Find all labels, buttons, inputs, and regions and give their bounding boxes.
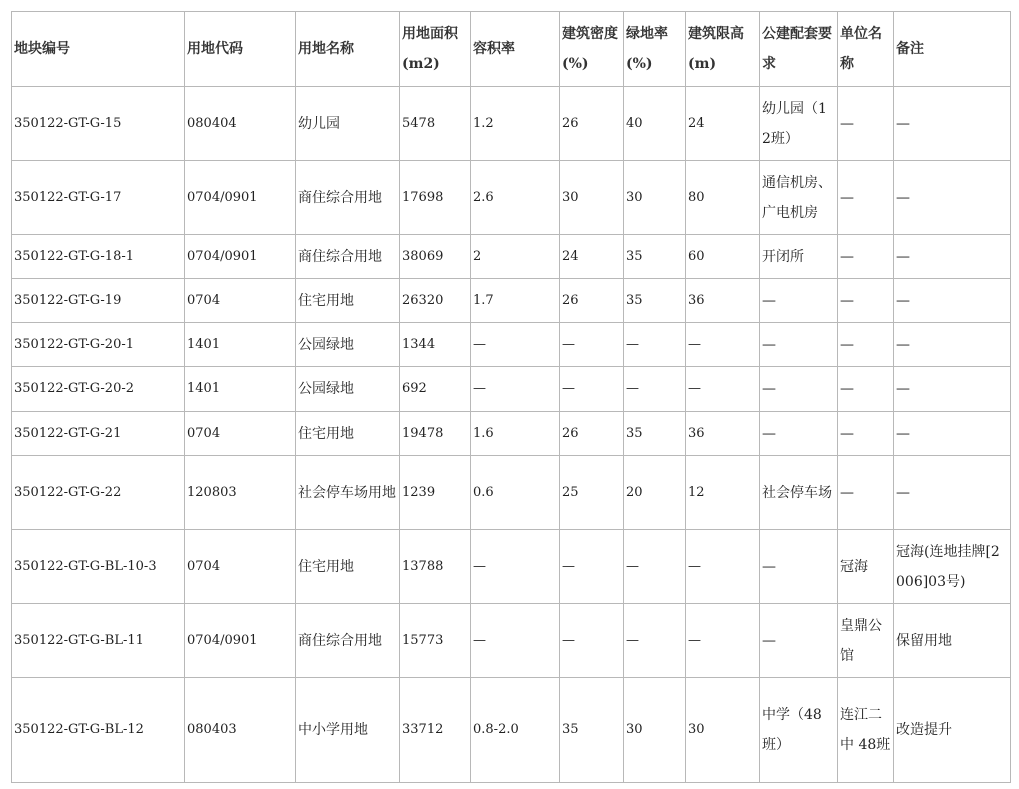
cell-plot-id: 350122-GT-G-17 [12,161,185,235]
cell-land-area: 38069 [400,235,471,279]
cell-building-density: 26 [560,279,624,323]
cell-unit-name: — [838,323,894,367]
cell-public-facilities: — [760,530,838,604]
cell-land-name: 社会停车场用地 [296,456,400,530]
header-remarks: 备注 [894,12,1011,87]
cell-land-code: 120803 [185,456,296,530]
cell-plot-id: 350122-GT-G-BL-12 [12,678,185,783]
cell-height-limit: — [686,367,760,412]
cell-land-name: 中小学用地 [296,678,400,783]
cell-building-density: — [560,604,624,678]
cell-green-ratio: — [624,604,686,678]
cell-remarks: 改造提升 [894,678,1011,783]
header-height-limit: 建筑限高(m) [686,12,760,87]
cell-height-limit: — [686,530,760,604]
cell-land-name: 公园绿地 [296,323,400,367]
cell-height-limit: 36 [686,279,760,323]
cell-plot-ratio: 0.8-2.0 [471,678,560,783]
cell-land-code: 080404 [185,87,296,161]
cell-green-ratio: — [624,323,686,367]
cell-unit-name: — [838,161,894,235]
cell-land-name: 住宅用地 [296,412,400,456]
cell-height-limit: — [686,604,760,678]
cell-unit-name: 皇鼎公馆 [838,604,894,678]
cell-plot-id: 350122-GT-G-21 [12,412,185,456]
cell-green-ratio: — [624,530,686,604]
cell-building-density: — [560,530,624,604]
cell-land-area: 1239 [400,456,471,530]
cell-building-density: 26 [560,87,624,161]
cell-remarks: — [894,235,1011,279]
cell-land-name: 商住综合用地 [296,235,400,279]
cell-plot-id: 350122-GT-G-BL-11 [12,604,185,678]
header-land-area: 用地面积(m2) [400,12,471,87]
cell-building-density: — [560,323,624,367]
cell-plot-id: 350122-GT-G-20-2 [12,367,185,412]
table-row [12,279,1011,323]
cell-green-ratio: 35 [624,279,686,323]
cell-green-ratio: 30 [624,161,686,235]
cell-land-code: 0704/0901 [185,604,296,678]
cell-land-area: 5478 [400,87,471,161]
cell-unit-name: — [838,367,894,412]
cell-land-area: 15773 [400,604,471,678]
cell-land-name: 住宅用地 [296,530,400,604]
cell-building-density: 30 [560,161,624,235]
cell-height-limit: 36 [686,412,760,456]
cell-building-density: 26 [560,412,624,456]
table-row [12,367,1011,412]
cell-height-limit: 24 [686,87,760,161]
cell-unit-name: — [838,87,894,161]
cell-public-facilities: 幼儿园（12班） [760,87,838,161]
table-row [12,412,1011,456]
cell-land-name: 商住综合用地 [296,604,400,678]
cell-plot-id: 350122-GT-G-19 [12,279,185,323]
cell-building-density: 24 [560,235,624,279]
cell-land-area: 26320 [400,279,471,323]
cell-land-area: 17698 [400,161,471,235]
cell-public-facilities: 通信机房、广电机房 [760,161,838,235]
cell-public-facilities: 社会停车场 [760,456,838,530]
cell-height-limit: 12 [686,456,760,530]
cell-unit-name: 连江二中 48班 [838,678,894,783]
cell-land-code: 080403 [185,678,296,783]
cell-land-area: 13788 [400,530,471,604]
cell-plot-id: 350122-GT-G-15 [12,87,185,161]
header-unit-name: 单位名称 [838,12,894,87]
cell-public-facilities: — [760,604,838,678]
cell-plot-ratio: — [471,323,560,367]
cell-plot-ratio: — [471,530,560,604]
cell-green-ratio: 20 [624,456,686,530]
cell-land-code: 0704 [185,279,296,323]
cell-public-facilities: — [760,412,838,456]
cell-remarks: — [894,161,1011,235]
cell-land-area: 692 [400,367,471,412]
cell-remarks: 保留用地 [894,604,1011,678]
cell-unit-name: — [838,235,894,279]
table-row [12,678,1011,783]
cell-plot-id: 350122-GT-G-22 [12,456,185,530]
cell-building-density: 25 [560,456,624,530]
header-green-ratio: 绿地率(%) [624,12,686,87]
cell-plot-id: 350122-GT-G-20-1 [12,323,185,367]
header-building-density: 建筑密度(%) [560,12,624,87]
cell-height-limit: 80 [686,161,760,235]
cell-plot-ratio: — [471,367,560,412]
cell-unit-name: — [838,456,894,530]
cell-remarks: — [894,456,1011,530]
cell-remarks: — [894,412,1011,456]
cell-green-ratio: 30 [624,678,686,783]
cell-land-area: 33712 [400,678,471,783]
cell-public-facilities: 中学（48班） [760,678,838,783]
table-row [12,323,1011,367]
cell-height-limit: 30 [686,678,760,783]
cell-unit-name: — [838,412,894,456]
header-plot-id: 地块编号 [12,12,185,87]
cell-height-limit: — [686,323,760,367]
cell-land-code: 0704/0901 [185,161,296,235]
cell-green-ratio: — [624,367,686,412]
cell-plot-ratio: — [471,604,560,678]
cell-remarks: — [894,323,1011,367]
cell-unit-name: — [838,279,894,323]
cell-land-name: 住宅用地 [296,279,400,323]
cell-plot-ratio: 1.2 [471,87,560,161]
cell-land-name: 商住综合用地 [296,161,400,235]
cell-public-facilities: 开闭所 [760,235,838,279]
table-row [12,604,1011,678]
cell-plot-ratio: 1.6 [471,412,560,456]
header-plot-ratio: 容积率 [471,12,560,87]
cell-land-code: 0704 [185,530,296,604]
cell-land-code: 1401 [185,367,296,412]
table-row [12,456,1011,530]
cell-building-density: 35 [560,678,624,783]
cell-plot-ratio: 2 [471,235,560,279]
cell-land-name: 公园绿地 [296,367,400,412]
header-land-code: 用地代码 [185,12,296,87]
header-public-facilities: 公建配套要求 [760,12,838,87]
cell-plot-ratio: 2.6 [471,161,560,235]
cell-green-ratio: 35 [624,412,686,456]
land-plot-table [11,11,1011,783]
cell-land-area: 1344 [400,323,471,367]
table-row [12,87,1011,161]
cell-green-ratio: 40 [624,87,686,161]
cell-remarks: — [894,87,1011,161]
table-row [12,235,1011,279]
cell-green-ratio: 35 [624,235,686,279]
table-header-row [12,12,1011,87]
cell-land-code: 1401 [185,323,296,367]
table-row [12,530,1011,604]
cell-public-facilities: — [760,279,838,323]
cell-unit-name: 冠海 [838,530,894,604]
cell-plot-id: 350122-GT-G-BL-10-3 [12,530,185,604]
header-land-name: 用地名称 [296,12,400,87]
cell-building-density: — [560,367,624,412]
cell-plot-id: 350122-GT-G-18-1 [12,235,185,279]
cell-plot-ratio: 0.6 [471,456,560,530]
cell-public-facilities: — [760,323,838,367]
cell-land-code: 0704 [185,412,296,456]
cell-land-name: 幼儿园 [296,87,400,161]
cell-height-limit: 60 [686,235,760,279]
cell-public-facilities: — [760,367,838,412]
cell-land-code: 0704/0901 [185,235,296,279]
cell-remarks: 冠海(连地挂牌[2006]03号) [894,530,1011,604]
table-row [12,161,1011,235]
cell-remarks: — [894,279,1011,323]
cell-land-area: 19478 [400,412,471,456]
cell-remarks: — [894,367,1011,412]
cell-plot-ratio: 1.7 [471,279,560,323]
